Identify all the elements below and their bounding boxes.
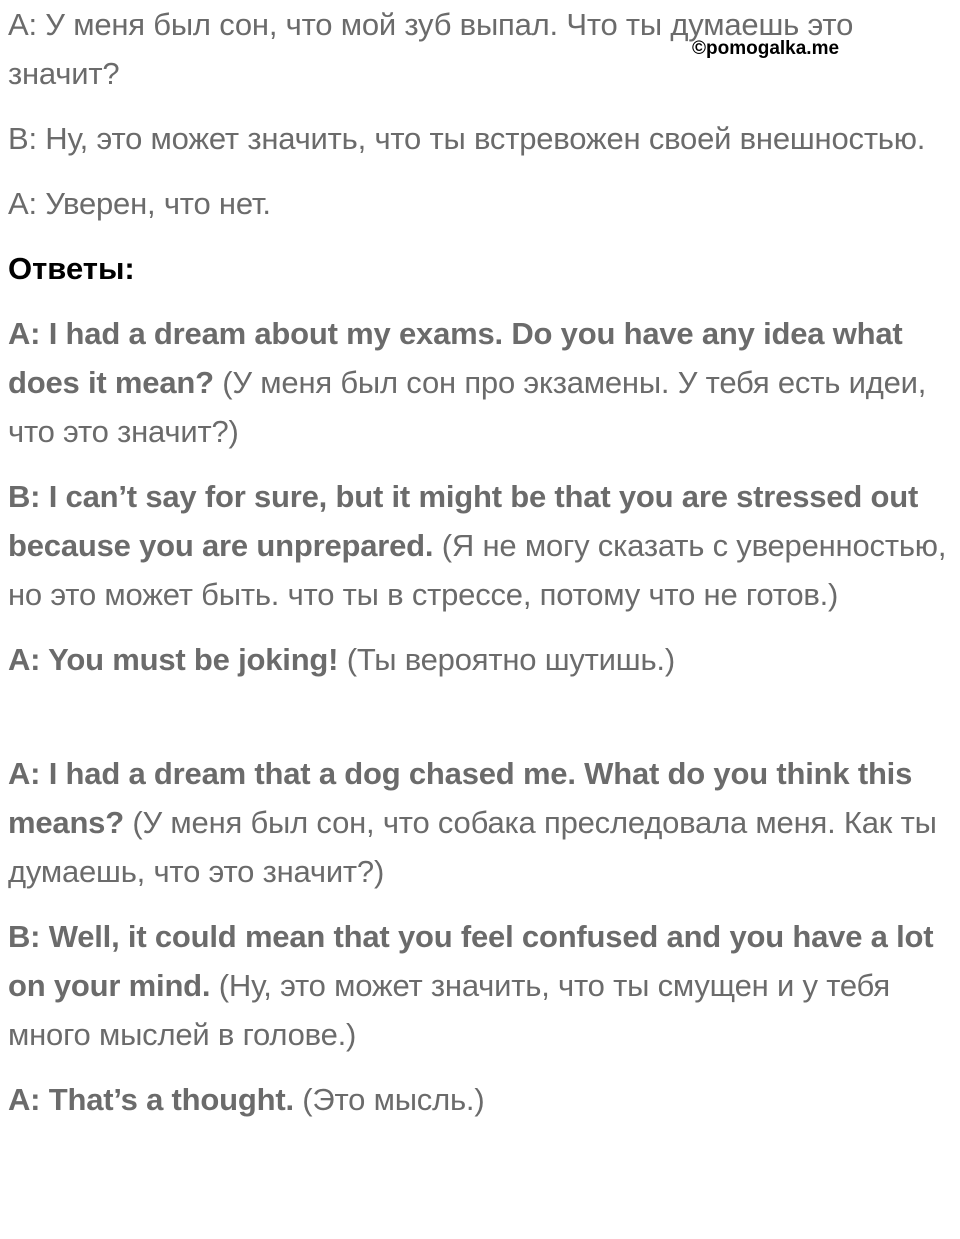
answer-2-english: B: I can’t say for sure, but it might be that you are stressed out because you are unprepared.	[8, 479, 919, 563]
answer-1	[8, 309, 956, 456]
answer-4-english: A: I had a dream that a dog chased me. What do you think this means?	[8, 756, 913, 840]
answer-6-translation: (Это мысль.)	[293, 1082, 485, 1117]
answer-3	[8, 635, 956, 684]
answer-1-translation: (У меня был сон про экзамены. У тебя есть идеи, что это значит?)	[8, 365, 927, 449]
answer-4	[8, 749, 956, 896]
answer-4-translation: (У меня был сон, что собака преследовала меня. Как ты думаешь, что это значит?)	[8, 805, 937, 889]
task-line-2: B: Ну, это может значить, что ты встревожен своей внешностью.	[8, 121, 926, 156]
answers-heading: Ответы:	[8, 251, 135, 286]
answer-3-english: A: You must be joking!	[8, 642, 339, 677]
document-body	[8, 0, 956, 1124]
task-line-3: A: Уверен, что нет.	[8, 186, 271, 221]
answer-5	[8, 912, 956, 1059]
answer-3-translation: (Ты вероятно шутишь.)	[338, 642, 675, 677]
answer-5-english: B: Well, it could mean that you feel confused and you have a lot on your mind.	[8, 919, 934, 1003]
answer-2	[8, 472, 956, 619]
answer-6	[8, 1075, 956, 1124]
watermark: ©pomogalka.me	[692, 38, 840, 59]
answer-1-english: A: I had a dream about my exams. Do you have any idea what does it mean?	[8, 316, 903, 400]
task-line-1: A: У меня был сон, что мой зуб выпал. Что ты думаешь это значит?	[8, 7, 854, 91]
answer-6-english: A: That’s a thought.	[8, 1082, 294, 1117]
answer-2-translation: (Я не могу сказать с уверенностью, но это может быть. что ты в стрессе, потому что не готов.)	[8, 528, 947, 612]
answer-5-translation: (Ну, это может значить, что ты смущен и у тебя много мыслей в голове.)	[8, 968, 891, 1052]
